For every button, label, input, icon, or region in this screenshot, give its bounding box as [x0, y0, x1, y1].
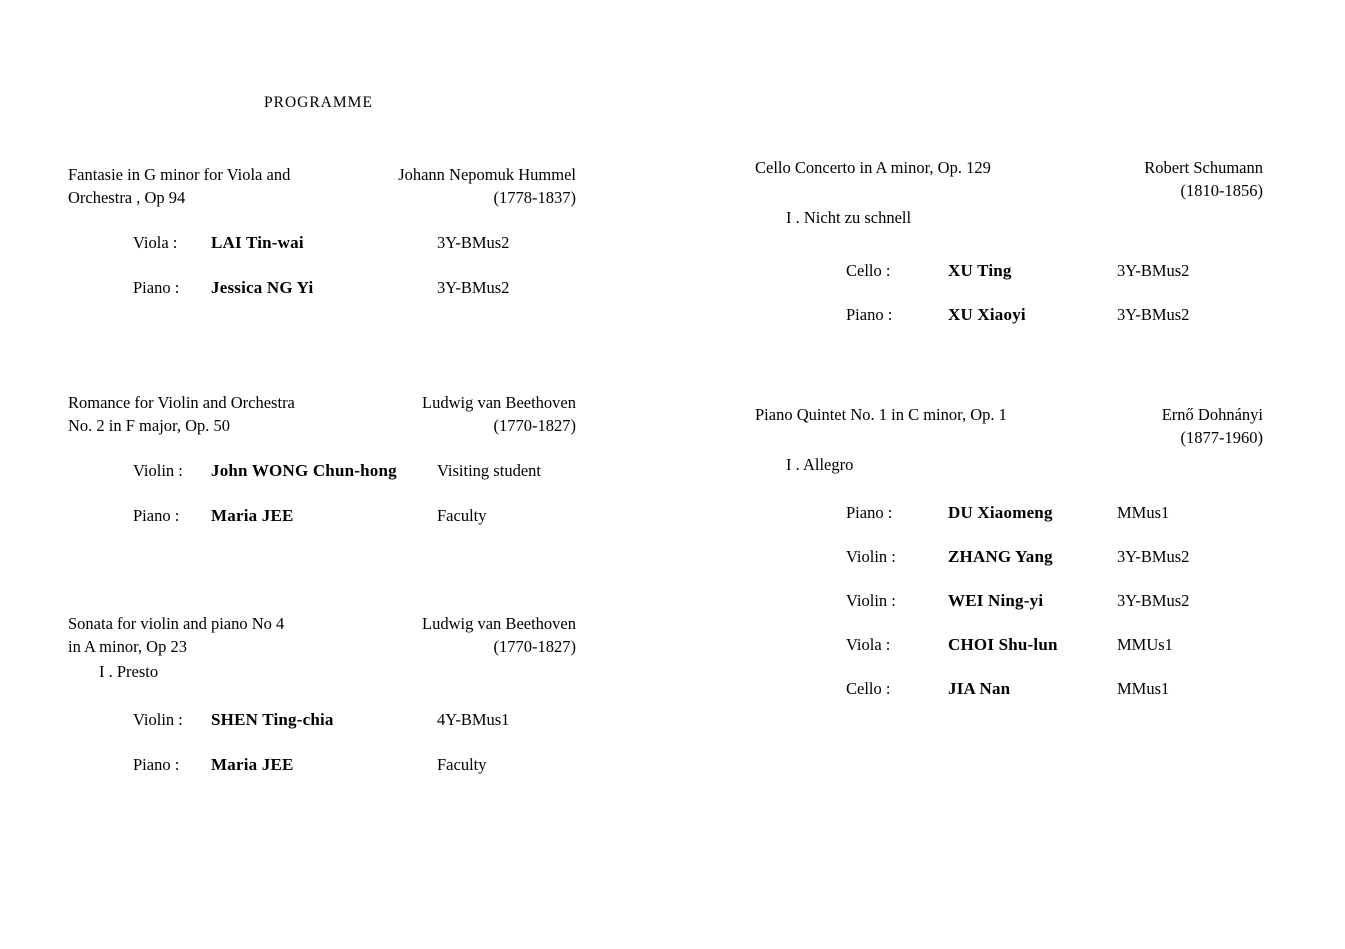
- piece-title-line-1: Fantasie in G minor for Viola and: [68, 165, 291, 184]
- movement-label: I . Presto: [99, 662, 159, 681]
- performer-role: Piano :: [846, 305, 893, 324]
- piece-fantasie-hummel: [68, 163, 576, 299]
- performer-role: Piano :: [133, 278, 180, 297]
- performer-row: [68, 504, 576, 527]
- performer-role: Violin :: [846, 547, 896, 566]
- composer-dates: (1770-1827): [493, 637, 576, 656]
- piece-title: [68, 391, 295, 437]
- performer-status: 3Y-BMus2: [437, 278, 510, 297]
- composer-name: Ludwig van Beethoven: [422, 614, 576, 633]
- piece-title: [755, 403, 1007, 449]
- performer-status: 3Y-BMus2: [437, 233, 510, 252]
- composer-name: Robert Schumann: [1144, 158, 1263, 177]
- performer-role: Violin :: [133, 710, 183, 729]
- performer-status: 3Y-BMus2: [1117, 591, 1190, 610]
- performer-status: 3Y-BMus2: [1117, 305, 1190, 324]
- performers-list: [68, 231, 576, 299]
- piece-title-line-1: Piano Quintet No. 1 in C minor, Op. 1: [755, 405, 1007, 424]
- performer-row: [68, 231, 576, 254]
- performer-role: Viola :: [133, 233, 178, 252]
- piece-header: [755, 156, 1263, 202]
- performers-list: [68, 459, 576, 527]
- performer-name: John WONG Chun-hong: [211, 461, 397, 480]
- piece-title: [68, 612, 284, 658]
- performer-name: XU Ting: [948, 261, 1012, 280]
- performer-status: 3Y-BMus2: [1117, 547, 1190, 566]
- piece-header: [755, 403, 1263, 449]
- movement-label: I . Allegro: [786, 455, 854, 474]
- composer-block: [422, 612, 576, 658]
- movement-label: I . Nicht zu schnell: [786, 208, 912, 227]
- piece-piano-quintet-dohnanyi: [755, 403, 1263, 700]
- performer-name: ZHANG Yang: [948, 547, 1053, 566]
- performer-row: [755, 633, 1263, 656]
- composer-dates: (1778-1837): [493, 188, 576, 207]
- piece-title-line-2: in A minor, Op 23: [68, 637, 187, 656]
- performer-row: [755, 589, 1263, 612]
- performer-row: [68, 459, 576, 482]
- performer-row: [68, 276, 576, 299]
- composer-dates: (1810-1856): [1180, 181, 1263, 200]
- composer-name: Ludwig van Beethoven: [422, 393, 576, 412]
- composer-dates: (1770-1827): [493, 416, 576, 435]
- performer-row: [755, 501, 1263, 524]
- piece-cello-concerto-schumann: [755, 156, 1263, 326]
- performer-row: [68, 708, 576, 731]
- performer-status: Visiting student: [437, 461, 541, 480]
- performer-status: 3Y-BMus2: [1117, 261, 1190, 280]
- composer-name: Ernő Dohnányi: [1161, 405, 1263, 424]
- composer-block: [1162, 403, 1263, 449]
- performers-list: [755, 259, 1263, 326]
- performers-list: [68, 708, 576, 776]
- performer-role: Cello :: [846, 679, 891, 698]
- performer-row: [755, 677, 1263, 700]
- composer-block: [398, 163, 576, 209]
- performer-name: Jessica NG Yi: [211, 278, 314, 297]
- performer-role: Violin :: [133, 461, 183, 480]
- performer-status: MMus1: [1117, 679, 1170, 698]
- performer-name: SHEN Ting-chia: [211, 710, 334, 729]
- composer-name: Johann Nepomuk Hummel: [398, 165, 576, 184]
- performer-name: DU Xiaomeng: [948, 503, 1053, 522]
- composer-dates: (1877-1960): [1180, 428, 1263, 447]
- performer-row: [68, 753, 576, 776]
- performer-name: WEI Ning-yi: [948, 591, 1044, 610]
- piece-header: [68, 163, 576, 209]
- piece-title-line-1: Romance for Violin and Orchestra: [68, 393, 295, 412]
- performer-name: JIA Nan: [948, 679, 1011, 698]
- composer-block: [422, 391, 576, 437]
- performer-role: Cello :: [846, 261, 891, 280]
- performer-name: XU Xiaoyi: [948, 305, 1026, 324]
- performer-status: 4Y-BMus1: [437, 710, 510, 729]
- performer-status: MMUs1: [1117, 635, 1173, 654]
- piece-sonata-beethoven: [68, 612, 576, 776]
- piece-title-line-2: Orchestra , Op 94: [68, 188, 186, 207]
- piece-title: [755, 156, 991, 202]
- page-title: PROGRAMME: [264, 94, 373, 111]
- performer-status: MMus1: [1117, 503, 1170, 522]
- performers-list: [755, 501, 1263, 700]
- performer-name: Maria JEE: [211, 506, 294, 525]
- performer-status: Faculty: [437, 506, 487, 525]
- performer-role: Violin :: [846, 591, 896, 610]
- piece-header: [68, 612, 576, 658]
- performer-row: [755, 303, 1263, 326]
- performer-row: [755, 259, 1263, 282]
- performer-role: Piano :: [133, 755, 180, 774]
- performer-role: Piano :: [846, 503, 893, 522]
- performer-role: Piano :: [133, 506, 180, 525]
- piece-header: [68, 391, 576, 437]
- performer-role: Viola :: [846, 635, 891, 654]
- performer-name: CHOI Shu-lun: [948, 635, 1058, 654]
- piece-title: [68, 163, 290, 209]
- piece-title-line-1: Sonata for violin and piano No 4: [68, 614, 285, 633]
- performer-name: LAI Tin-wai: [211, 233, 304, 252]
- piece-title-line-2: No. 2 in F major, Op. 50: [68, 416, 231, 435]
- piece-romance-beethoven: [68, 391, 576, 527]
- composer-block: [1144, 156, 1263, 202]
- performer-status: Faculty: [437, 755, 487, 774]
- performer-row: [755, 545, 1263, 568]
- piece-title-line-1: Cello Concerto in A minor, Op. 129: [755, 158, 991, 177]
- performer-name: Maria JEE: [211, 755, 294, 774]
